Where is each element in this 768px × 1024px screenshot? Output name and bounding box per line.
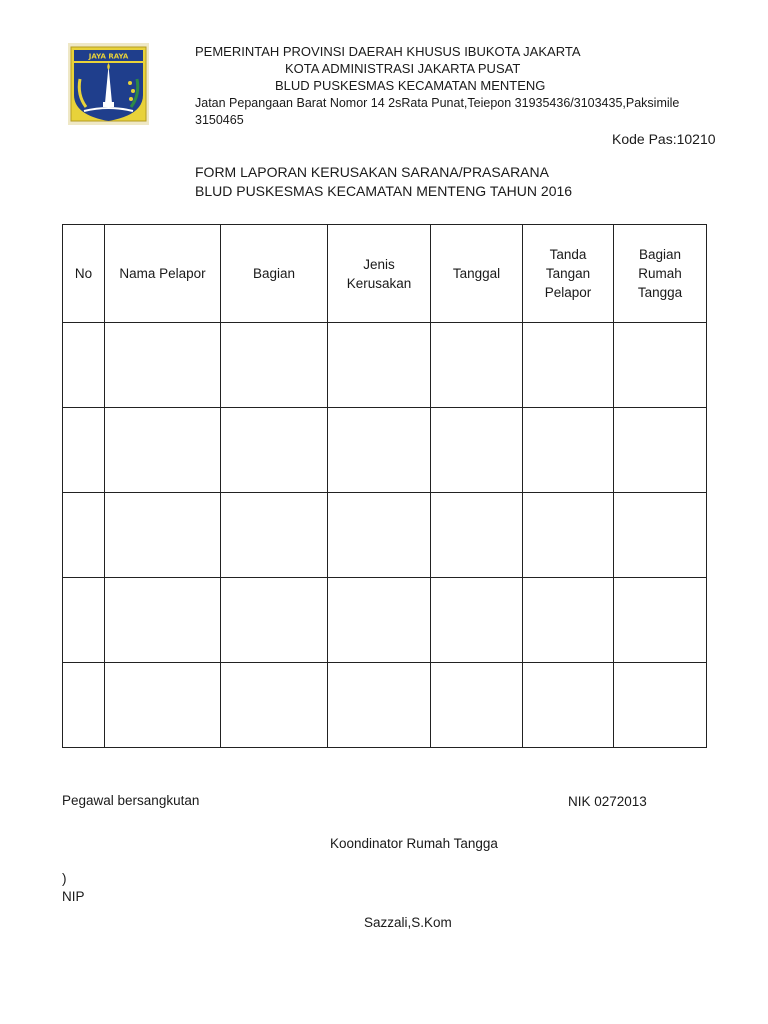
table-cell[interactable] (614, 408, 707, 493)
table-cell[interactable] (431, 323, 523, 408)
table-cell[interactable] (614, 663, 707, 748)
table-cell[interactable] (431, 493, 523, 578)
employee-label: Pegawal bersangkutan (62, 793, 200, 808)
table-row (63, 323, 707, 408)
table-cell[interactable] (431, 663, 523, 748)
table-cell[interactable] (221, 408, 328, 493)
table-cell[interactable] (431, 578, 523, 663)
table-cell[interactable] (523, 493, 614, 578)
table-header-row (63, 225, 707, 323)
table-cell[interactable] (328, 493, 431, 578)
table-cell[interactable] (105, 663, 221, 748)
table-cell[interactable] (614, 323, 707, 408)
table-cell[interactable] (105, 578, 221, 663)
table-cell[interactable] (328, 663, 431, 748)
table-cell[interactable] (63, 323, 105, 408)
logo-motto: JAYA RAYA (88, 52, 129, 61)
report-table (62, 224, 707, 748)
table-cell[interactable] (431, 408, 523, 493)
nip-label: NIP (62, 889, 85, 904)
column-header-no: No (63, 225, 105, 323)
coordinator-label: Koondinator Rumah Tangga (330, 836, 498, 851)
table-cell[interactable] (221, 578, 328, 663)
signatory-name: Sazzali,S.Kom (364, 915, 452, 930)
table-cell[interactable] (221, 323, 328, 408)
column-header-date: Tanggal (431, 225, 523, 323)
address-line: Jatan Pepangaan Barat Nomor 14 2sRata Punat,Teiepon 31935436/3103435,Paksimile (195, 96, 680, 110)
table-cell[interactable] (523, 408, 614, 493)
table-cell[interactable] (328, 323, 431, 408)
table-row (63, 408, 707, 493)
table-cell[interactable] (328, 578, 431, 663)
table-cell[interactable] (328, 408, 431, 493)
table-row (63, 663, 707, 748)
column-header-reporter-name: Nama Pelapor (105, 225, 221, 323)
table-cell[interactable] (221, 493, 328, 578)
institution-line: BLUD PUSKESMAS KECAMATAN MENTENG (275, 78, 546, 93)
table-cell[interactable] (523, 323, 614, 408)
signature-paren: ) (62, 871, 67, 886)
table-cell[interactable] (221, 663, 328, 748)
postal-code: Kode Pas:10210 (612, 131, 716, 147)
form-subtitle: BLUD PUSKESMAS KECAMATAN MENTENG TAHUN 2016 (195, 183, 573, 199)
table-cell[interactable] (63, 408, 105, 493)
form-title: FORM LAPORAN KERUSAKAN SARANA/PRASARANA (195, 164, 549, 180)
table-cell[interactable] (63, 663, 105, 748)
column-header-section: Bagian (221, 225, 328, 323)
nik-number: NIK 0272013 (568, 794, 647, 809)
table-cell[interactable] (614, 578, 707, 663)
column-header-damage-type: Jenis Kerusakan (328, 225, 431, 323)
jakarta-seal-logo (68, 43, 149, 125)
address-continuation: 3150465 (195, 113, 244, 127)
table-cell[interactable] (523, 578, 614, 663)
table-row (63, 578, 707, 663)
column-header-reporter-signature: Tanda Tangan Pelapor (523, 225, 614, 323)
table-cell[interactable] (63, 493, 105, 578)
table-cell[interactable] (63, 578, 105, 663)
table-cell[interactable] (105, 323, 221, 408)
column-header-household-section: Bagian Rumah Tangga (614, 225, 707, 323)
table-cell[interactable] (105, 408, 221, 493)
table-cell[interactable] (523, 663, 614, 748)
table-row (63, 493, 707, 578)
table-cell[interactable] (614, 493, 707, 578)
government-line: PEMERINTAH PROVINSI DAERAH KHUSUS IBUKOTA JAKARTA (195, 44, 581, 59)
table-cell[interactable] (105, 493, 221, 578)
city-line: KOTA ADMINISTRASI JAKARTA PUSAT (285, 61, 521, 76)
